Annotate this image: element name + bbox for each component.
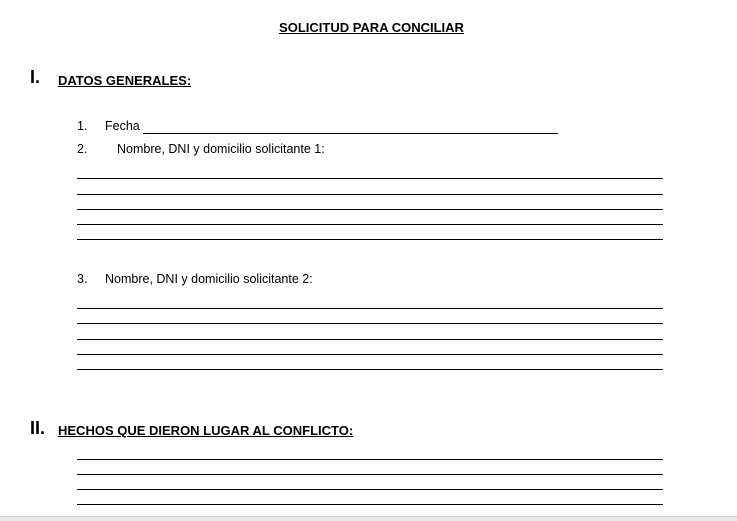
item-1-label: Fecha: [105, 119, 140, 133]
facts-line[interactable]: [77, 459, 663, 460]
section-1-numeral: I.: [30, 67, 41, 87]
applicant-2-line[interactable]: [77, 308, 663, 309]
section-1-heading: DATOS GENERALES:: [58, 73, 192, 88]
applicant-1-line[interactable]: [77, 209, 663, 210]
applicant-1-line[interactable]: [77, 239, 663, 240]
applicant-2-line[interactable]: [77, 339, 663, 340]
facts-line[interactable]: [77, 489, 663, 490]
applicant-2-line[interactable]: [77, 323, 663, 324]
applicant-1-line[interactable]: [77, 224, 663, 225]
applicant-1-line[interactable]: [77, 178, 663, 179]
item-3-label: Nombre, DNI y domicilio solicitante 2:: [105, 272, 313, 286]
page-bottom-edge: [0, 516, 737, 521]
facts-line[interactable]: [77, 504, 663, 505]
date-fill-line[interactable]: [143, 133, 558, 134]
facts-line[interactable]: [77, 474, 663, 475]
applicant-2-line[interactable]: [77, 369, 663, 370]
item-2-number: 2.: [77, 142, 88, 156]
document-title: SOLICITUD PARA CONCILIAR: [279, 20, 464, 35]
applicant-1-line[interactable]: [77, 194, 663, 195]
item-2-label: Nombre, DNI y domicilio solicitante 1:: [117, 142, 325, 156]
section-2-heading: HECHOS QUE DIERON LUGAR AL CONFLICTO:: [58, 423, 354, 438]
item-3-number: 3.: [77, 272, 88, 286]
item-1-number: 1.: [77, 119, 88, 133]
applicant-2-line[interactable]: [77, 354, 663, 355]
section-2-numeral: II.: [30, 418, 46, 438]
